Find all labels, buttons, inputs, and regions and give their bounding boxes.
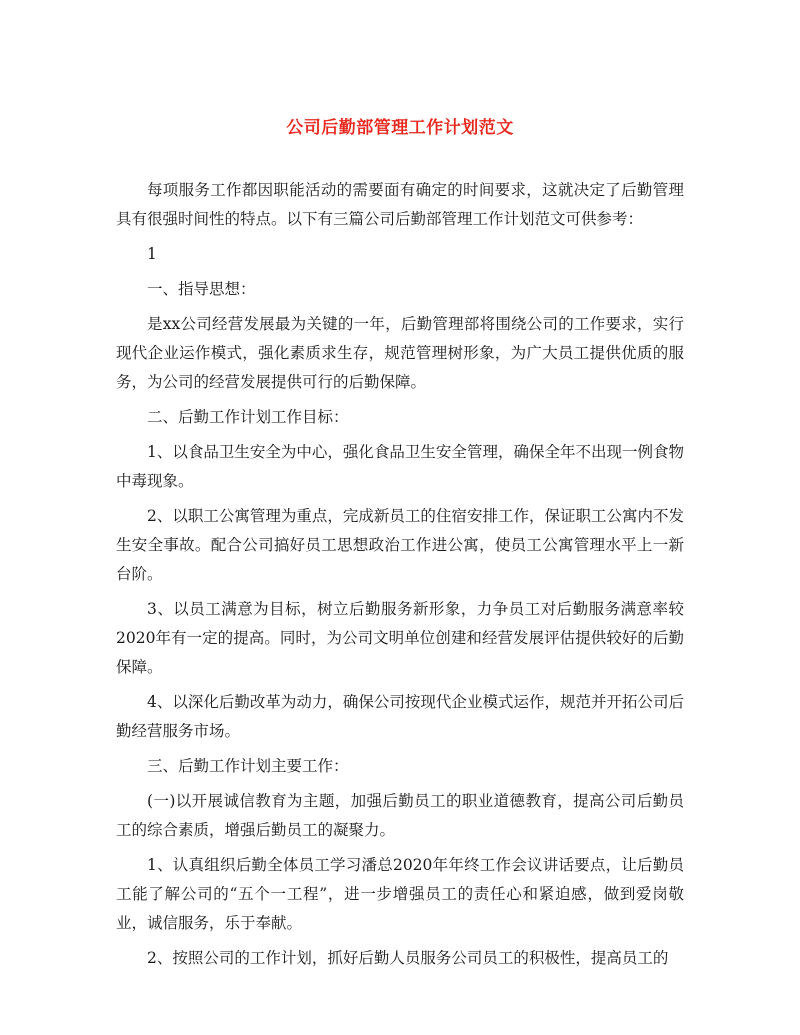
document-title: 公司后勤部管理工作计划范文 xyxy=(286,118,514,138)
paragraph-item-1: 1、认真组织后勤全体员工学习潘总2020年年终工作会议讲话要点，让后勤员工能了解公司的“五个一工程”，进一步增强员工的责任心和紧迫感，做到爱岗敬业，诚信服务，乐于奉献。 xyxy=(116,856,684,932)
heading-main-work: 三、后勤工作计划主要工作： xyxy=(147,757,349,775)
section-number: 1 xyxy=(147,245,157,263)
paragraph-goal-3: 3、以员工满意为目标，树立后勤服务新形象，力争员工对后勤服务满意率较2020年有一定的提高。同时，为公司文明单位创建和经营发展评估提供较好的后勤保障。 xyxy=(116,600,684,676)
paragraph-main-work-1: (一)以开展诚信教育为主题，加强后勤员工的职业道德教育，提高公司后勤员工的综合素质，增强后勤员工的凝聚力。 xyxy=(116,792,684,839)
paragraph-item-2: 2、按照公司的工作计划，抓好后勤人员服务公司员工的积极性，提高员工的 xyxy=(147,949,669,967)
heading-work-goals: 二、后勤工作计划工作目标： xyxy=(147,408,349,426)
document-body xyxy=(116,176,684,979)
paragraph-intro: 每项服务工作都因职能活动的需要面有确定的时间要求，这就决定了后勤管理具有很强时间性的特点。以下有三篇公司后勤部管理工作计划范文可供参考： xyxy=(116,181,684,228)
paragraph-goal-4: 4、以深化后勤改革为动力，确保公司按现代企业模式运作，规范并开拓公司后勤经营服务市场。 xyxy=(116,693,684,740)
heading-guiding-ideology: 一、指导思想： xyxy=(147,280,256,298)
paragraph-goal-2: 2、以职工公寓管理为重点，完成新员工的住宿安排工作，保证职工公寓内不发生安全事故。配合公司搞好员工思想政治工作进公寓，使员工公寓管理水平上一新台阶。 xyxy=(116,507,684,583)
paragraph-guiding-ideology: 是xx公司经营发展最为关键的一年，后勤管理部将围绕公司的工作要求，实行现代企业运作模式，强化素质求生存，规范管理树形象，为广大员工提供优质的服务，为公司的经营发展提供可行的后勤保障。 xyxy=(116,315,684,391)
paragraph-goal-1: 1、以食品卫生安全为中心，强化食品卫生安全管理，确保全年不出现一例食物中毒现象。 xyxy=(116,443,684,490)
